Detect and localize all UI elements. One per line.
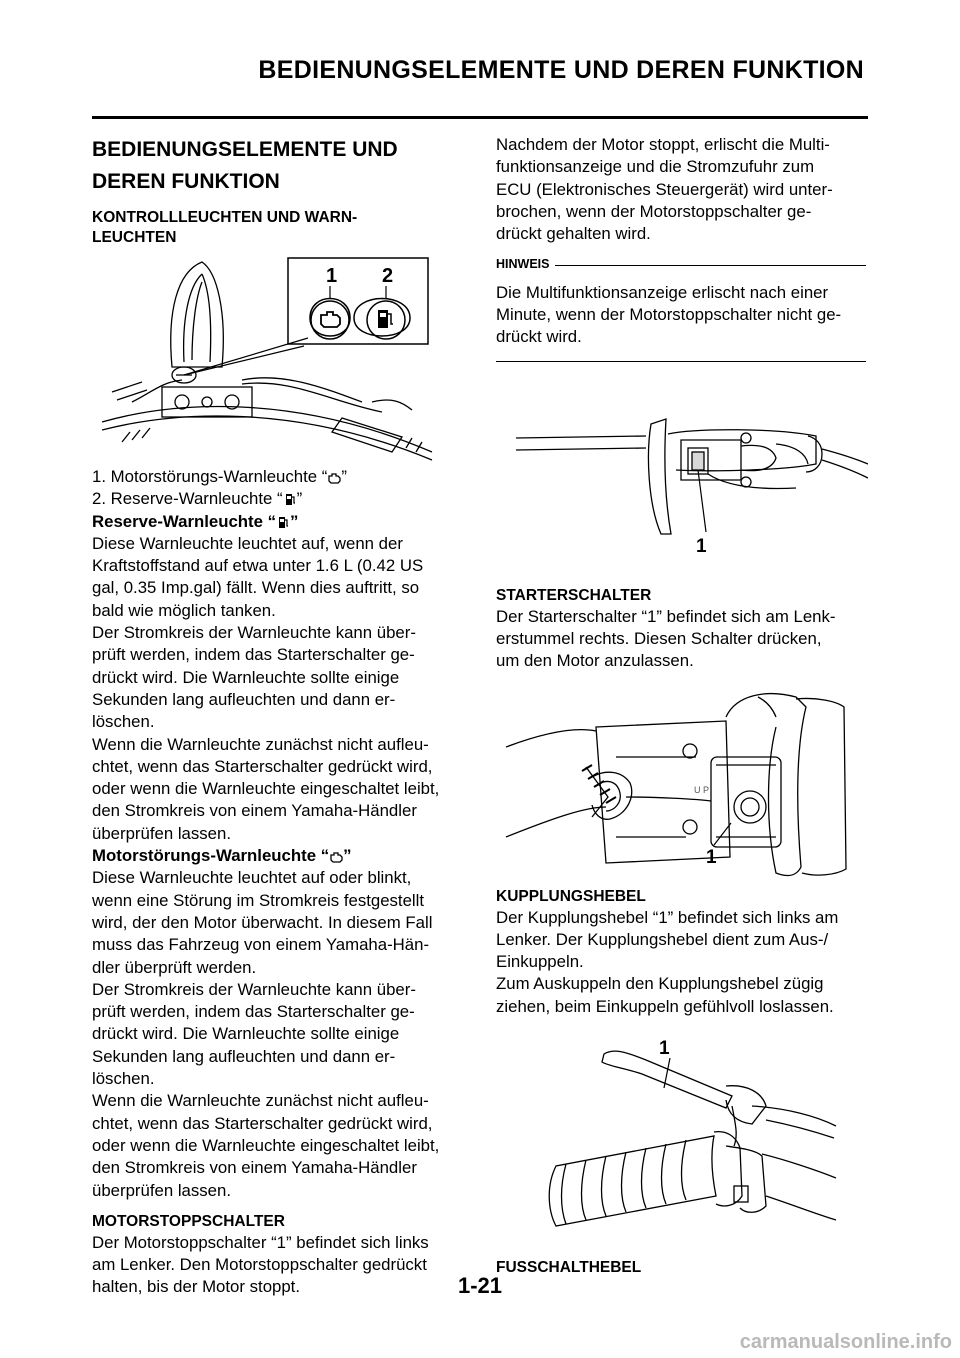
text-line: dler überprüft werden. (92, 957, 257, 977)
hinweis-body (496, 282, 866, 349)
running-title: BEDIENUNGSELEMENTE UND DEREN FUNKTION (258, 56, 864, 84)
callout-1: 1 (326, 265, 338, 287)
text-line: überprüfen lassen. (92, 1180, 232, 1200)
hinweis-end-rule (496, 361, 866, 362)
text-line: ziehen, beim Einkuppeln gefühlvoll loslassen. (496, 996, 834, 1016)
intro-body (496, 134, 866, 245)
reserve-body (92, 533, 462, 845)
hinweis-divider (555, 265, 866, 266)
text-line: gal, 0.35 Imp.gal) fällt. Wenn dies auftritt, so (92, 578, 420, 598)
text-line: oder wenn die Warnleuchte eingeschaltet leibt, (92, 1135, 440, 1155)
fuel-pump-icon (276, 515, 290, 529)
text-line: oder wenn die Warnleuchte eingeschaltet leibt, (92, 779, 440, 799)
text-line: Lenker. Der Kupplungshebel dient zum Aus-/ (496, 929, 829, 949)
text-line: prüft werden, indem das Starterschalter ge- (92, 645, 415, 665)
figure-kupplungshebel (496, 1036, 866, 1246)
text-line: am Lenker. Den Motorstoppschalter gedrückt (92, 1255, 427, 1275)
text-line: Einkuppeln. (496, 952, 584, 972)
fuel-pump-icon (283, 492, 297, 506)
text-line: Der Stromkreis der Warnleuchte kann über- (92, 979, 416, 999)
text-line: um den Motor anzulassen. (496, 651, 694, 671)
text-line: Nachdem der Motor stoppt, erlischt die Multi- (496, 135, 830, 154)
text-line: Der Motorstoppschalter “1” befindet sich links (92, 1232, 429, 1252)
text-line: muss das Fahrzeug von einem Yamaha-Hän- (92, 935, 430, 955)
callout-1: 1 (706, 846, 717, 868)
text-line: Zum Auskuppeln den Kupplungshebel zügig (496, 974, 824, 994)
text-line: brochen, wenn der Motorstoppschalter ge- (496, 201, 812, 221)
text-line: funktionsanzeige und die Stromzufuhr zum (496, 157, 815, 177)
clutch-lever-illustration (496, 1036, 868, 1246)
reserve-heading: Reserve-Warnleuchte “ ” (92, 511, 299, 531)
text-line: den Stromkreis von einem Yamaha-Händler (92, 801, 417, 821)
left-handlebar-switch-illustration (496, 374, 868, 586)
up-label: U P (694, 784, 710, 795)
text-line: prüft werden, indem das Starterschalter ge- (92, 1002, 415, 1022)
text-line: drückt wird. Die Warnleuchte sollte einige (92, 1024, 400, 1044)
right-handlebar-switch-illustration (496, 687, 868, 887)
fusschalthebel-heading: FUSSCHALTHEBEL (496, 1259, 642, 1277)
text-line: Der Stromkreis der Warnleuchte kann über- (92, 623, 416, 643)
text-line: Der Starterschalter “1” befindet sich am Lenk- (496, 606, 836, 626)
subhead-kontrollleuchten (92, 208, 462, 248)
figure-warning-lights (92, 252, 462, 466)
motorstoppschalter-heading: MOTORSTOPPSCHALTER (92, 1212, 285, 1230)
text-line: überprüfen lassen. (92, 823, 232, 843)
text-line: Kraftstoffstand auf etwa unter 1.6 L (0.42 US (92, 556, 424, 576)
engine-icon (329, 849, 343, 863)
text-line: chtet, wenn das Starterschalter gedrückt wird, (92, 756, 433, 776)
engine-icon (327, 470, 341, 484)
motor-body (92, 867, 462, 1201)
text-line: bald wie möglich tanken. (92, 600, 276, 620)
left-column (92, 134, 462, 1299)
callout-1: 1 (696, 535, 707, 557)
text-line: Wenn die Warnleuchte zunächst nicht aufleu- (92, 734, 429, 754)
text-line: Diese Warnleuchte leuchtet auf oder blinkt, (92, 868, 412, 888)
subhead-line-1: KONTROLLLEUCHTEN UND WARN- (92, 209, 358, 226)
text-line: Diese Warnleuchte leuchtet auf, wenn der (92, 533, 403, 553)
callout-1: 1 (659, 1038, 670, 1060)
text-line: Minute, wenn der Motorstoppschalter nicht ge- (496, 305, 842, 325)
figure-motorstoppschalter (496, 374, 866, 586)
text-line: drückt gehalten wird. (496, 224, 651, 244)
header-rule (92, 116, 868, 119)
text-line: Der Kupplungshebel “1” befindet sich links am (496, 907, 839, 927)
right-column (496, 134, 866, 1278)
text-line: halten, bis der Motor stoppt. (92, 1277, 301, 1297)
section-title-line-2: DEREN FUNKTION (92, 170, 280, 193)
page-number: 1-21 (457, 1273, 503, 1298)
section-title-line-1: BEDIENUNGSELEMENTE UND (92, 138, 398, 161)
text-line: chtet, wenn das Starterschalter gedrückt wird, (92, 1113, 433, 1133)
kupplungshebel-heading: KUPPLUNGSHEBEL (496, 887, 646, 905)
watermark: carmanualsonline.info (739, 1331, 952, 1353)
text-line: Die Multifunktionsanzeige erlischt nach einer (496, 282, 829, 302)
motorcycle-handlebar-illustration (92, 252, 462, 466)
starterschalter-heading: STARTERSCHALTER (496, 586, 652, 604)
caption-2: 2. Reserve-Warnleuchte “ ” (92, 489, 303, 509)
caption-1: 1. Motorstörungs-Warnleuchte “ ” (92, 467, 347, 486)
section-title (92, 134, 462, 198)
subhead-line-2: LEUCHTEN (92, 229, 177, 246)
hinweis-label: HINWEIS (496, 257, 550, 272)
motor-heading: Motorstörungs-Warnleuchte “ ” (92, 846, 352, 866)
kupplungshebel-body (496, 907, 866, 1018)
text-line: den Stromkreis von einem Yamaha-Händler (92, 1158, 417, 1178)
hinweis-heading (496, 253, 866, 275)
callout-2: 2 (382, 265, 394, 287)
text-line: Wenn die Warnleuchte zunächst nicht aufleu- (92, 1091, 429, 1111)
text-line: Sekunden lang aufleuchten und dann er- (92, 689, 396, 709)
text-line: löschen. (92, 1069, 155, 1089)
text-line: Sekunden lang aufleuchten und dann er- (92, 1046, 396, 1066)
text-line: erstummel rechts. Diesen Schalter drücken, (496, 628, 822, 648)
text-line: ECU (Elektronisches Steuergerät) wird unter- (496, 179, 833, 199)
text-line: drückt wird. Die Warnleuchte sollte einige (92, 667, 400, 687)
text-line: wenn eine Störung im Stromkreis festgestellt (92, 890, 425, 910)
text-line: drückt wird. (496, 327, 582, 347)
text-line: löschen. (92, 712, 155, 732)
text-line: wird, der den Motor überwacht. In diesem Fall (92, 912, 433, 932)
starterschalter-body (496, 606, 866, 673)
figure-starterschalter (496, 687, 866, 887)
